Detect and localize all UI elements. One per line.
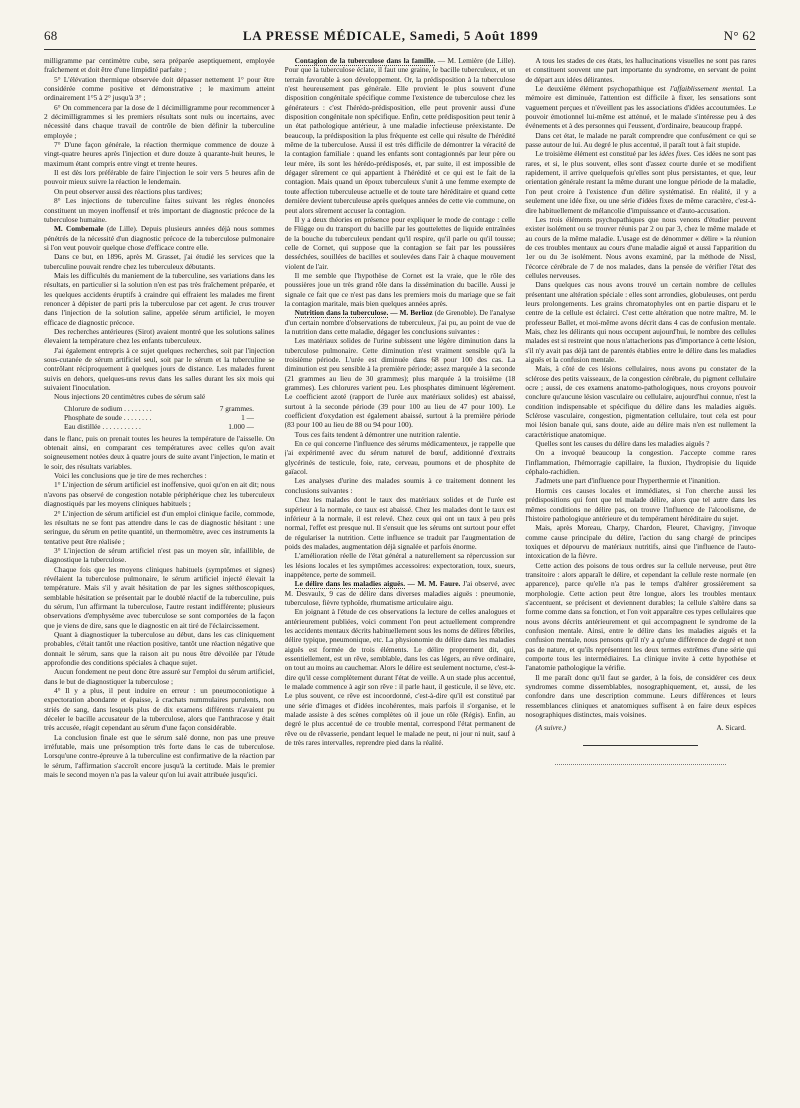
paragraph: Tous ces faits tendent à démontrer une nutrition ralentie. xyxy=(294,429,461,439)
paragraph: dans le flanc, puis on prenait toutes les heures la température de l'aisselle. On obtenait ainsi, en comparant ces températures avec celles qu'on avait soigneusement notées deux à quatre jours de suite avant l'injection, le matin et le soir, des résultats variables. xyxy=(44,433,275,471)
author-name: M. Combemale xyxy=(54,224,104,234)
paragraph: Il y a deux théories en présence pour expliquer le mode de contage : celle de Flügge ou du transport du bacille par les gouttelettes de liquide entraînées de la bouche du tuberculeux pendant qu'il respire, qu'il parle ou qu'il tousse; celle de Cornet, qui suppose que la contagion se fait par les poussières desséchées, souillées de bacilles et soulevées dans l'air à chaque mouvement violent de l'air. xyxy=(284,214,516,271)
paragraph: Mais, à côté de ces lésions cellulaires, nous avons pu constater de la sclérose des petits vaisseaux, de la congestion cérébrale, du pigment cellulaire ocre ; aussi, de ces examens anatomo-pathologiques, nous croyons pouvoir conclure qu'aucune lésion vasculaire ou cellulaire, aujourd'hui connue, n'est la condition indispensable et spécifique du délire dans les maladies aiguës. Sclérose vasculaire, congestion, pigmentation cellulaire, tout cela est pour moi lésion banale qui, sans doute, aide au délire mais n'en est nullement la caractéristique anatomique. xyxy=(525,364,757,439)
paragraph: milligramme par centimètre cube, sera préparée aseptiquement, employée fraîchement et doit être d'une limpidité parfaite ; xyxy=(44,56,275,75)
paragraph: Contagion de la tuberculose dans la famille. — M. Lemière (de Lille). Pour que la tuberculose éclate, il faut une graine, le bacille tuberculeux, et un terrain favorable à son développement. Or, la prédisposition à la tuberculose n'est heureusement pas générale. Elle provient le plus souvent d'une disposition congénitale spécifique comme l'existence de tuberculose chez les générateurs : c'est l'hérédo-prédisposition, elle peut provenir aussi d'une disposition congénitale non spécifique. Enfin, cette prédisposition peut tenir à un état pathologique antérieur, à une maladie infectieuse préexistante. De beaucoup, la prédisposition la plus fréquente est celle qui résulte de l'hérédité même de la tuberculose. Aussi il est très difficile de démontrer la véracité de la contagion familiale : quand les enfants sont contagionnés par leur père ou leur mère, ils sont les hérédo-prédisposés, et, par suite, il est impossible de dégager sûrement ce qui appartient à l'hérédité et ce qui est le fait de la contagion. Mais quand un époux tuberculeux s'unit à une femme exempte de toute affection tuberculeuse actuelle et de toute tare héréditaire et quand cette dernière devient tuberculeuse après quelques années de cette vie commune, on peut alors sûrement accuser la contagion. xyxy=(284,56,516,215)
paragraph: Les analyses d'urine des malades soumis à ce traitement donnent les conclusions suivantes : xyxy=(284,476,516,495)
paragraph: On a invoqué beaucoup la congestion. J'accepte comme rares l'inflammation, l'hémorragie capillaire, la fluxion, l'hydropisie du liquide céphalo-rachidien. xyxy=(525,448,757,477)
issue-number: N° 62 xyxy=(723,28,756,43)
end-rule xyxy=(583,745,698,746)
saline-formula xyxy=(64,404,275,432)
paragraph: 1° L'injection de sérum artificiel est inoffensive, quoi qu'on en ait dit; nous n'avons pas observé de congestion notable périphérique chez les tuberculeux diagnostiqués par les moyens cliniques habituels ; xyxy=(44,480,275,509)
paragraph: Dans cet état, le malade ne paraît comprendre que confusément ce qui se passe autour de lui. Au degré le plus accentué, il paraît tout à fait stupide. xyxy=(525,130,757,150)
paragraph: Il me semble que l'hypothèse de Cornet est la vraie, que le rôle des poussières joue un très grand rôle dans la dissémination du bacille. Aussi je signale ce fait que ce n'est pas dans les premiers mois du mariage que se fait la contagion maritale, mais bien quelques années après. xyxy=(284,270,516,308)
paragraph: Mais les difficultés du maniement de la tuberculine, ses variations dans les résultats, en particulier si la solution n'en est pas très fraîchement préparée, et les quelques accidents éruptifs à craindre qui effraient les malades me firent renoncer à dépister de parti pris la tuberculose par cet agent. Je crus trouver dans l'injection de la solution saline, appelée sérum artificiel, le moyen efficace de diagnostic précoce. xyxy=(44,270,275,327)
paragraph: 4° Il y a plus, il peut induire en erreur : un pneumoconiotique à expectoration abondante et épaisse, à crachats nummulaires purulents, non striés de sang, dans lesquels plus de dix examens différents n'avaient pu déceler le bacille accusateur de la tuberculose, alors que l'anthracose y était très accusée, réagit cependant au sérum d'une façon considérable. xyxy=(44,686,275,733)
paragraph: Nous injections 20 centimètres cubes de sérum salé xyxy=(54,392,206,402)
paragraph: J'ai également entrepris à ce sujet quelques recherches, soit par l'injection sous-cutanée de sérum artificiel seul, soit par le sérum et la tuberculine se contrôlant réciproquement à quelques jours de distance. Les malades furent suivis en dehors, quelques-uns revus dans les salles durant les six mois qui suivaient l'inoculation. xyxy=(44,345,275,393)
author-signature: A. Sicard. xyxy=(716,723,747,733)
formula-row: Phosphate de soude . . . . . . . . 1 — xyxy=(64,413,254,423)
paragraph: Dans quelques cas nous avons trouvé un certain nombre de cellules présentant une altération spéciale : elles sont arrondies, globuleuses, ont perdu leurs prolongements. Les grains chromatophyles ont en partie disparu et le centre de la cellule est éclairci. C'est cette altération que notre maître, M. le professeur Ballet, et moi-même avons décrit dans 4 cas de confusion mentale. Mais, chez les délirants qui nous occupent aujourd'hui, le nombre des cellules malades est si restreint que nous n'attacherions pas d'importance à cette lésion, s'il n'y avait pas déjà tant de parentés établies entre le délire dans les maladies aiguës et la confusion mentale. xyxy=(525,280,757,364)
emphasis: l'affaiblissement mental. xyxy=(670,84,745,94)
section-title: Nutrition dans la tuberculose. xyxy=(294,308,389,318)
paragraph: Voici les conclusions que je tire de mes recherches : xyxy=(54,471,207,481)
paragraph: Quant à diagnostiquer la tuberculose au début, dans les cas cliniquement probables, c'était tantôt une réaction positive, tantôt une réaction négative que donnait le sérum, sans que la raison ait pu nous être dévoilée par l'étude approfondie des conditions spéciales à chaque sujet. xyxy=(44,629,275,667)
paragraph: Il me paraît donc qu'il faut se garder, à la fois, de considérer ces deux syndromes comme dissemblables, nosographiquement, et, aussi, de les confondre dans une description commune. Leurs différences et leurs ressemblances cliniques et anatomiques suffisent à en faire deux espèces nosographiques distinctes, mais voisines. xyxy=(525,672,757,720)
header-rule xyxy=(44,49,756,50)
paragraph: Mais, après Moreau, Charpy, Chardon, Fleuret, Chavigny, j'invoque comme cause principale du délire, l'action du sang chargé de principes toxiques et dépourvu de matériaux nutritifs, ainsi que l'influence de l'auto-intoxication de la fièvre. xyxy=(525,523,757,561)
emphasis: idées fixes. xyxy=(659,149,692,159)
section-author: — M. Berlioz xyxy=(388,308,433,318)
formula-row: Eau distillée . . . . . . . . . . . 1.000 — xyxy=(64,422,254,432)
article-columns xyxy=(44,56,756,1098)
paragraph: J'admets une part d'influence pour l'hyperthermie et l'inanition. xyxy=(535,476,721,486)
page-number: 68 xyxy=(44,28,58,43)
paragraph: Les trois éléments psychopathiques que nous venons d'étudier peuvent exister isolément ou se trouver réunis par 2 ou par 3, chez le même malade et au cours de la même maladie. L'usage est de dénommer « délire » la réunion de ces troubles mentaux au cours d'une maladie aiguë et aussi l'apparition du 1er ou du 3e isolément. Nous avons examiné, par la méthode de Nissl, l'écorce cérébrale de 7 de nos malades, dans la pensée de vérifier l'état des cellules nerveuses. xyxy=(525,214,757,280)
section-title: Le délire dans les maladies aiguës. xyxy=(294,579,406,589)
dotted-divider xyxy=(555,764,726,765)
paragraph: Le délire dans les maladies aiguës. — M. M. Faure. J'ai observé, avec M. Desvaulx, 9 cas de délire dans diverses maladies aiguës : pneumonie, tuberculose, fièvre typhoïde, rhumatisme articulaire aigu. xyxy=(284,579,516,607)
section-author: — M. Lemière (de Lille). xyxy=(435,56,516,65)
paragraph: En ce qui concerne l'influence des sérums médicamenteux, je rappelle que j'ai expérimenté avec du sérum naturel de bœuf, additionné d'extraits glycérinés de testicule, foie, rate, cerveau, poumons et de phosphite de gaïacol. xyxy=(284,439,516,477)
paragraph: Hormis ces causes locales et immédiates, si l'on cherche aussi les prédispositions qui font que tel malade délire, alors que tel autre dans les mêmes conditions ne délire pas, on trouve l'influence de l'alcoolisme, de l'histoire pathologique antérieure et du tempérament héréditaire du sujet. xyxy=(525,485,757,523)
paragraph: A tous les stades de ces états, les hallucinations visuelles ne sont pas rares et constituent souvent une part importante du syndrome, en servant de point de départ aux idées délirantes. xyxy=(525,56,757,84)
column-2 xyxy=(285,56,516,1098)
paragraph: Il est dès lors préférable de faire l'injection le soir vers 5 heures afin de pouvoir mieux suivre la réaction le lendemain. xyxy=(44,168,275,187)
paragraph: Aucun fondement ne peut donc être assuré sur l'emploi du sérum artificiel, dans le but de diagnostiquer la tuberculose ; xyxy=(44,667,275,686)
paragraph: On peut observer aussi des réactions plus tardives; xyxy=(54,186,203,196)
paragraph: Nutrition dans la tuberculose. — M. Berlioz (de Grenoble). De l'analyse d'un certain nombre d'observations de tuberculeux, j'ai pu, au point de vue de la nutrition dans cette maladie, dégager les conclusions suivantes : xyxy=(284,308,516,336)
paragraph: La conclusion finale est que le sérum salé donne, non pas une preuve irréfutable, mais une présomption très forte dans le cas de tuberculose. Lorsqu'une contre-épreuve à la tuberculine est confirmative de la réaction par le sérum, l'affirmation s'accroît encore jusqu'à la certitude. Mais le premier mais le second moyen n'a pas la valeur qu'on lui avait attribuée jusqu'ici. xyxy=(44,732,275,780)
section-title: Contagion de la tuberculose dans la famille. xyxy=(294,56,436,65)
paragraph: L'amélioration réelle de l'état général a naturellement sa répercussion sur les lésions locales et les symptômes accessoires: expectoration, toux, sueurs, inappétence, perte de sommeil. xyxy=(284,551,516,579)
paragraph: M. Combemale (de Lille). Depuis plusieurs années déjà nous sommes pénétrés de la nécessité d'un diagnostic précoce de la tuberculose pulmonaire si l'on veut pouvoir quelque chose d'efficace contre elle. xyxy=(44,224,275,252)
paragraph: En joignant à l'étude de ces observations la lecture de celles analogues et antérieurement publiées, voici comment l'on peut actuellement comprendre les accidents mentaux décrits habituellement sous les noms de délires fébriles, délire typique, pneumonique, etc. La physionomie du délire dans les maladies aiguës est formée de trois éléments. Le délire proprement dit, qui, essentiellement, est un rêve, semblable, dans les cas légers, au rêve ordinaire, on tout au moins au cauchemar. Alors le délire est seulement nocturne, c'est-à-dire qu'il cesse complètement durant l'état de veille. A un stade plus accentué, le malade commence à agir son rêve : il parle haut, il gesticule, il se lève, etc. Le plus souvent, ce rêve est incoordonné, c'est-à-dire qu'il est constitué par une série d'images et d'idées incohérentes, mais parfois il s'organise, et le malade assiste à des scènes complètes où il joue un rôle (Régis). Enfin, au degré le plus accentué de ce trouble mental, correspond l'état permanent de rêve ou de rêvasserie, pendant lequel le malade ne peut, ni jour ni nuit, sauf à de très rares intervalles, reprendre pied dans la réalité. xyxy=(284,607,516,748)
journal-title: LA PRESSE MÉDICALE, Samedi, 5 Août 1899 xyxy=(242,28,539,43)
paragraph: 7° D'une façon générale, la réaction thermique commence de douze à vingt-quatre heures après l'injection et dure douze à quarante-huit heures, le maximum étant compris entre vingt et trente heures. xyxy=(44,140,275,168)
paragraph: Le deuxième élément psychopathique est l'affaiblissement mental. La mémoire est diminuée, l'attention est difficile à fixer, les sensations sont vaguement perçues et n'éveillent pas les associations d'idées accoutumées. Le pouvoir émotionnel lui-même est atténué, et le malade s'intéresse peu à des événements et à des personnes qui l'eussent, d'ordinaire, beaucoup frappé. xyxy=(525,84,757,131)
section-author: — M. M. Faure. xyxy=(405,579,461,589)
paragraph: 2° L'injection de sérum artificiel est d'un emploi clinique facile, commode, les résultats ne se font pas attendre dans le cas de diagnostic hésitant : une seringue, du sérum en petite quantité, un thermomètre, avec ces instruments la tentative peut être réalisée ; xyxy=(44,508,275,546)
column-3 xyxy=(525,56,756,1098)
column-1 xyxy=(44,56,275,1098)
paragraph: 6° On commencera par la dose de 1 décimilligramme pour recommencer à 2 décimilligrammes si les premiers résultats sont nuls ou incertains, avec nécessité dans chaque travail de contrôle de bien définir la tuberculine employée ; xyxy=(44,102,275,140)
paragraph: Chez les malades dont le taux des matériaux solides et de l'urée est supérieur à la normale, ce taux est abaissé. Chez les malades dont le taux est inférieur à la normale, il est relevé. Chez ceux qui ont un taux à peu près normal, l'effet est presque nul. Il s'ensuit que les sérums ont surtout pour effet de régulariser la nutrition. Cette influence se traduit par l'augmentation de poids des malades, augmentation déjà signalée et parfois énorme. xyxy=(284,495,516,551)
paragraph: Quelles sont les causes du délire dans les maladies aiguës ? xyxy=(535,439,710,449)
paragraph: 5° L'élévation thermique observée doit dépasser nettement 1° pour être considérée comme positive et démonstrative ; le maximum atteint ordinairement 1°5 à 2° jusqu'à 3° ; xyxy=(44,74,275,103)
to-be-continued: (A suivre.) xyxy=(535,723,566,733)
paragraph: Des recherches antérieures (Sirot) avaient montré que les solutions salines élevaient la température chez les enfants tuberculeux. xyxy=(44,326,275,346)
paragraph: 3° L'injection de sérum artificiel n'est pas un moyen sûr, infaillible, de diagnostique la tuberculose. xyxy=(44,545,275,565)
paragraph: Les matériaux solides de l'urine subissent une légère diminution dans la tuberculose pulmonaire. Cette diminution n'est vraiment sensible qu'à la troisième période. L'urée est diminuée dans 68 pour 100 des cas. La diminution est peu sensible à la première période; assez marquée à la seconde (21 grammes au lieu de 30 grammes); plus marquée à la troisième (18 grammes). Les chlorures varient peu. Les phosphates diminuent légèrement. Le coefficient azoté (rapport de l'urée aux matériaux solides) est abaissé, surtout à la seconde période (39 pour 100 au lieu de 47 pour 100). Le coefficient d'oxydation est également abaissé, surtout à la première période (83 pour 100 au lieu de 88 ou 94 pour 100). xyxy=(284,336,516,430)
paragraph: 8° Les injections de tuberculine faites suivant les règles énoncées constituent un moyen inoffensif et très important de diagnostic précoce de la tuberculose humaine. xyxy=(44,196,275,224)
paragraph: Dans ce but, en 1896, après M. Grasset, j'ai étudié les services que la tuberculine pouvait rendre chez les tuberculeux débutants. xyxy=(44,252,275,271)
article-signoff xyxy=(525,723,756,732)
formula-row: Chlorure de sodium . . . . . . . . 7 grammes. xyxy=(64,403,254,413)
page-header xyxy=(44,28,756,46)
paragraph: Chaque fois que les moyens cliniques habituels (symptômes et signes) révélaient la tuberculose pulmonaire, le sérum artificiel injecté élevait la température. Mais s'il y avait hésitation de par les signes stéthoscopiques, semblable hésitation se présentait par le doublé réactif de la tuberculine, puis du sérum, l'un affirmant la tuberculose, l'autre restant indifférente; plusieurs observations d'emphysème avec tuberculose se sont comportées de la façon que je viens de dire, sans que le diagnostic en ait tiré de l'éclaircissement. xyxy=(44,564,275,630)
paragraph: Le troisième élément est constitué par les idées fixes. Ces idées ne sont pas rares, et si, le plus souvent, elles sont d'assez courte durée et se modifient rapidement, il arrive quelquefois qu'elles sont plus persistantes, et que, leur orientation générale restant la même durant une longue période de la maladie, l'on peut croire à l'existence d'un délire systématisé. En réalité, il y a seulement une idée fixe, ou une série d'idées fixes de même caractère, c'est-à-dire habituellement de mélancolie d'impuissance et d'auto-accusation. xyxy=(525,149,757,215)
paragraph: Cette action des poisons de tous ordres sur la cellule nerveuse, peut être transitoire : alors apparaît le délire, et cependant la cellule reste normale (en apparence), parce qu'elle n'a pas le temps d'altérer grossièrement sa morphologie. Cette action peut être longue, alors les troubles mentaux s'accentuent, se précisent et deviennent durables; la cellule s'altère dans sa forme comme dans sa fonction, et l'on voit apparaître ces types cellulaires que nous avons décrits antérieurement et qui accompagnent le syndrome de la confusion mentale. Ainsi, entre le délire dans les maladies aiguës et la confusion mentale, nous pensons qu'il n'y a qu'une différence de degré et non pas de nature, et qu'ils représentent les deux termes extrêmes d'une série qui comporte tous les intermédiaires. La clinique invite à cette hypothèse et l'anatomie pathologique la vérifie. xyxy=(525,560,757,673)
